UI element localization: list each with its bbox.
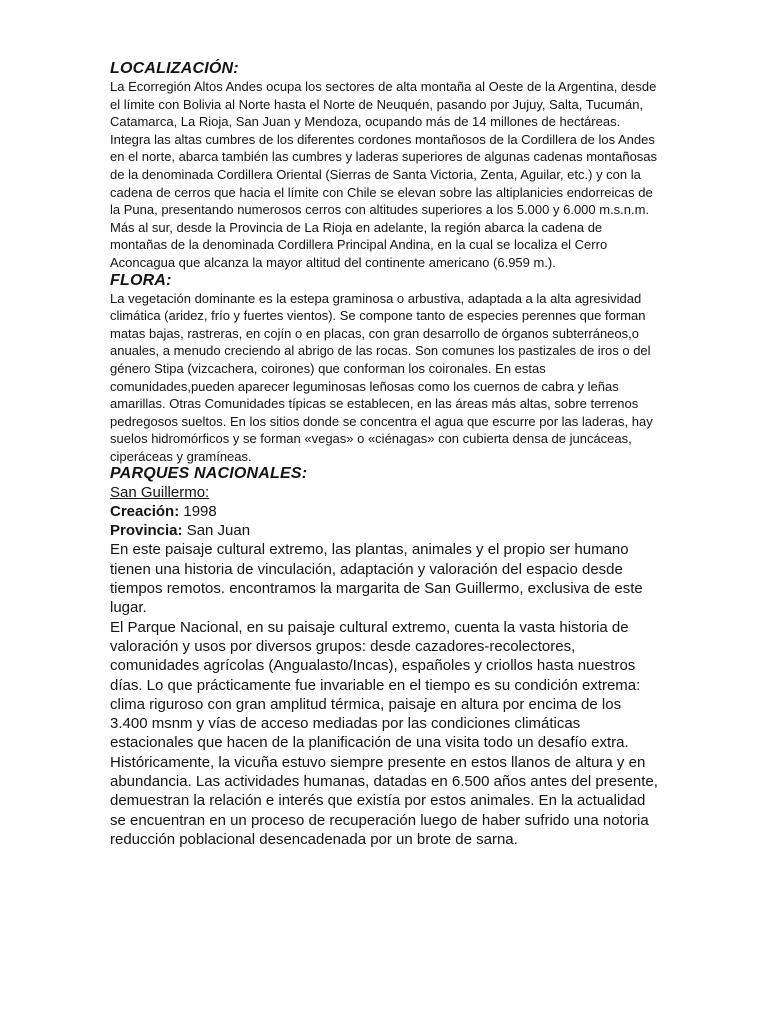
creacion-label: Creación: [110,503,180,521]
localizacion-heading: LOCALIZACIÓN: [110,60,239,77]
document-page [110,60,662,849]
localizacion-paragraph-2: Integra las altas cumbres de los diferentes cordones montañosos de la Cordillera de los Andes en el norte, abarca también las cumbres y laderas superiores de algunas cadenas montañosas de la denominada Cordillera Oriental (Sierras de Santa Victoria, Zenta, Aguilar, etc.) y con la cadena de cerros que hacia el límite con Chile se elevan sobre las altiplanicies endorreicas de la Puna, presentando numerosos cerros con altitudes superiores a los 5.000 y 6.000 m.s.n.m. [110,131,658,218]
flora-paragraph: La vegetación dominante es la estepa graminosa o arbustiva, adaptada a la alta agresividad climática (aridez, frío y fuertes vientos). Se compone tanto de especies perennes que forman matas bajas, rastreras, en cojín o en placas, con gran desarrollo de órganos subterráneos,o anuales, a menudo creciendo al abrigo de las rocas. Son comunes los pastizales de iros o del género Stipa (vizcachera, coirones) que conforman los coironales. En estas comunidades,pueden aparecer leguminosas leñosas como los cuernos de cabra y leñas amarillas. Otras Comunidades típicas se establecen, en las áreas más altas, sobre terrenos pedregosos sueltos. En los sitios donde se concentra el agua que escurre por las laderas, hay suelos hidromórficos y se forman «vegas» o «ciénagas» con cubierta densa de juncáceas, ciperáceas y gramíneas. [110,290,653,464]
localizacion-paragraph-1: La Ecorregión Altos Andes ocupa los sectores de alta montaña al Oeste de la Argentina, desde el límite con Bolivia al Norte hasta el Norte de Neuquén, pasando por Jujuy, Salta, Tucumán, Catamarca, La Rioja, San Juan y Mendoza, ocupando más de 14 millones de hectáreas. [110,79,657,130]
creacion-field [110,502,662,521]
creacion-value: 1998 [179,503,217,521]
flora-heading: FLORA: [110,271,172,289]
provincia-field [110,521,662,540]
parques-paragraph-1: En este paisaje cultural extremo, las plantas, animales y el propio ser humano tienen una historia de vinculación, adaptación y valoración del espacio desde tiempos remotos. encontramos la margarita de San Guillermo, exclusiva de este lugar. [110,541,643,617]
provincia-label: Provincia: [110,522,183,540]
localizacion-paragraph-3: Más al sur, desde la Provincia de La Rioja en adelante, la región abarca la cadena de montañas de la denominada Cordillera Principal Andina, en la cual se localiza el Cerro Aconcagua que alcanza la mayor altitud del continente americano (6.959 m.). [110,219,608,270]
parques-heading: PARQUES NACIONALES: [110,465,308,483]
parques-paragraph-2: El Parque Nacional, en su paisaje cultural extremo, cuenta la vasta historia de valoración y usos por diversos grupos: desde cazadores-recolectores, comunidades agrícolas (Angualasto/Incas), españoles y criollos hasta nuestros días. Lo que prácticamente fue invariable en el tiempo es su condición extrema: clima riguroso con gran amplitud térmica, paisaje en altura por encima de los 3.400 msnm y vías de acceso mediadas por las condiciones climáticas estacionales que hacen de la planificación de una visita todo un desafío extra. Históricamente, la vicuña estuvo siempre presente en estos llanos de altura y en abundancia. Las actividades humanas, datadas en 6.500 años antes del presente, demuestran la relación e interés que existía por estos animales. En la actualidad se encuentran en un proceso de recuperación luego de haber sufrido una notoria reducción poblacional desencadenada por un brote de sarna. [110,618,658,848]
provincia-value: San Juan [182,522,251,540]
park-name: San Guillermo: [110,484,210,502]
